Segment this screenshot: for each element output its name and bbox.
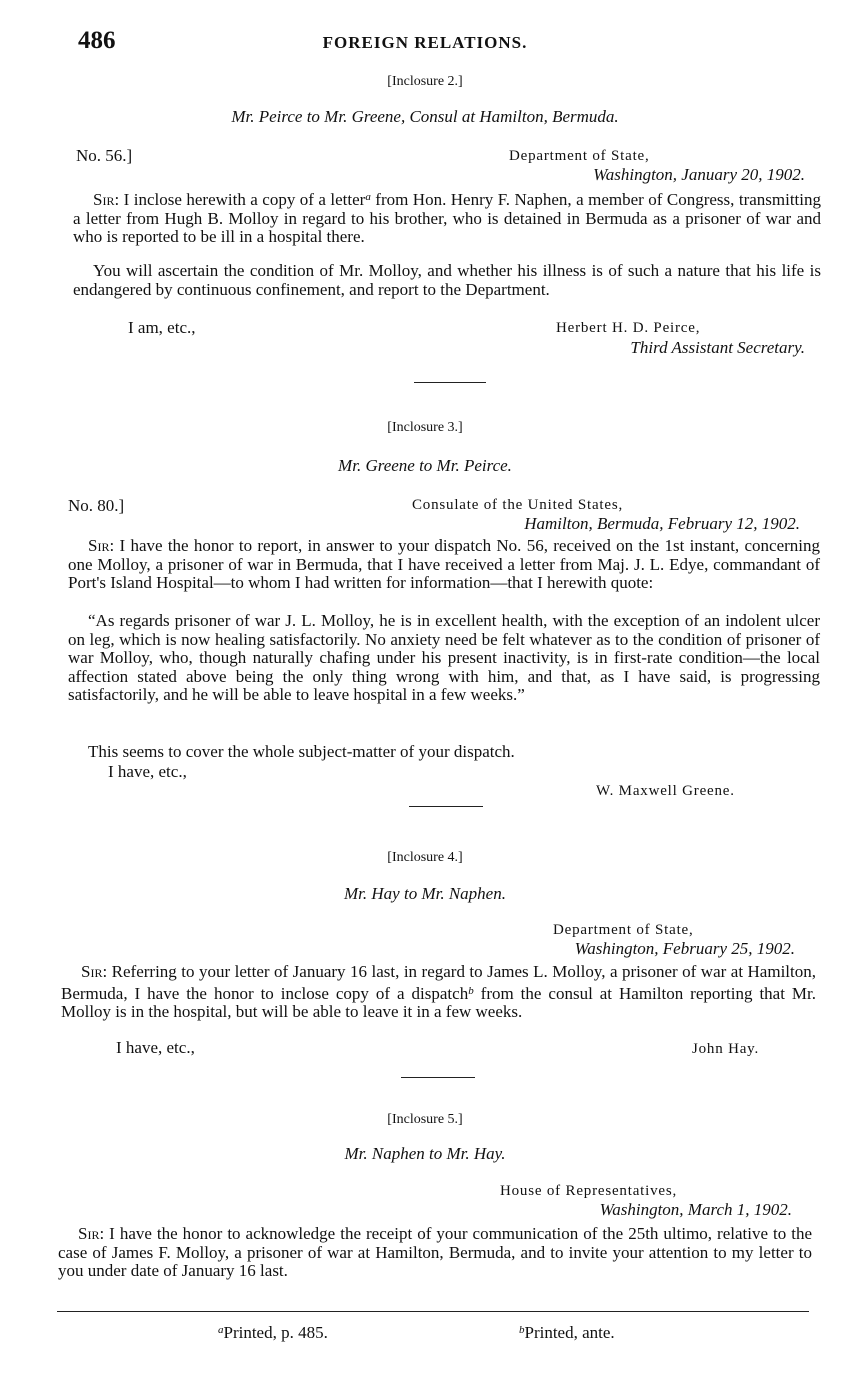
- enclosure-5-place: House of Representatives,: [500, 1183, 678, 1199]
- enclosure-4-closing: I have, etc.,: [116, 1038, 195, 1057]
- salutation: Sir:: [78, 1224, 105, 1243]
- enclosure-2-place: Department of State,: [509, 148, 650, 164]
- enclosure-3-label: [Inclosure 3.]: [387, 420, 463, 435]
- enclosure-2-paragraph-1: Sir: I inclose herewith a copy of a letter$^a$ from Hon. Henry F. Naphen, a member of Congress, transmitting a letter from Hugh B. Molloy in regard to his brother, who is detained in Bermuda as a prisoner of war and who is reported to be ill in a hospital there.: [73, 190, 822, 246]
- enclosure-4-title: Mr. Hay to Mr. Naphen.: [344, 884, 506, 903]
- enclosure-3-quotation: “As regards prisoner of war J. L. Molloy, he is in excellent health, with the exception of an indolent ulcer on leg, which is now healing satisfactorily. No anxiety need be felt whatever as to the condition of prisoner of war Molloy, who, though naturally chafing under his present inactivity, is in first-rate condition—the local affection stated above being the only thing wrong with him, and that, as I have said, is progressing satisfactorily, and he will be able to leave hospital in a few weeks.”: [68, 611, 820, 704]
- enclosure-4-label: [Inclosure 4.]: [387, 850, 463, 865]
- enclosure-3-title: Mr. Greene to Mr. Peirce.: [338, 456, 512, 475]
- enclosure-4-place: Department of State,: [553, 922, 694, 938]
- section-divider: [409, 806, 483, 807]
- page-number: 486: [78, 27, 116, 54]
- enclosure-2-title: Mr. Peirce to Mr. Greene, Consul at Hamilton, Bermuda.: [231, 107, 619, 126]
- footnote-b: $^b$Printed, ante.: [519, 1323, 615, 1342]
- enclosure-2-signature: Herbert H. D. Peirce,: [556, 320, 701, 336]
- enclosure-4-signature: John Hay.: [692, 1041, 760, 1057]
- footnote-a: $^a$Printed, p. 485.: [218, 1323, 328, 1342]
- enclosure-3-paragraph-3: This seems to cover the whole subject-matter of your dispatch.: [88, 742, 515, 761]
- footnote-ref-b: b: [468, 984, 474, 997]
- enclosure-3-paragraph-1: Sir: I have the honor to report, in answer to your dispatch No. 56, received on the 1st instant, concerning one Molloy, a prisoner of war in Bermuda, that I have received a letter from Maj. J. L. Edye, commandant of Port's Island Hospital—to whom I had written for information—that I herewith quote:: [68, 536, 820, 592]
- enclosure-2-date: Washington, January 20, 1902.: [593, 165, 805, 184]
- enclosure-2-signer-title: Third Assistant Secretary.: [630, 338, 805, 357]
- enclosure-3-number: No. 80.]: [68, 496, 125, 515]
- footnote-ref-a: a: [365, 191, 371, 203]
- enclosure-2-closing: I am, etc.,: [128, 318, 196, 337]
- enclosure-5-date: Washington, March 1, 1902.: [599, 1200, 792, 1219]
- enclosure-3-date: Hamilton, Bermuda, February 12, 1902.: [524, 514, 800, 533]
- salutation: Sir:: [81, 962, 108, 981]
- enclosure-5-title: Mr. Naphen to Mr. Hay.: [344, 1144, 506, 1163]
- enclosure-5-paragraph-1: Sir: I have the honor to acknowledge the receipt of your communication of the 25th ultimo, relative to the case of James F. Molloy, a prisoner of war at Hamilton, Bermuda, and to invite your attention to my letter to you under date of January 16 last.: [58, 1224, 812, 1280]
- footnote-rule: [57, 1311, 809, 1312]
- section-divider: [414, 382, 486, 383]
- enclosure-4-paragraph-1: Sir: Referring to your letter of January 16 last, in regard to James L. Molloy, a prisoner of war at Hamilton, Bermuda, I have the honor to inclose copy of a dispatch$^b$ from the consul at Hamilton reporting that Mr. Molloy is in the hospital, but will be able to leave it in a few weeks.: [61, 962, 817, 1021]
- enclosure-3-signature: W. Maxwell Greene.: [596, 783, 735, 799]
- section-divider: [401, 1077, 475, 1078]
- salutation: Sir:: [88, 536, 115, 555]
- enclosure-2-paragraph-2: You will ascertain the condition of Mr. Molloy, and whether his illness is of such a nature that his life is endangered by continuous confinement, and report to the Department.: [73, 261, 821, 299]
- enclosure-4-date: Washington, February 25, 1902.: [574, 939, 795, 958]
- enclosure-2-number: No. 56.]: [76, 146, 133, 165]
- enclosure-5-label: [Inclosure 5.]: [387, 1112, 463, 1127]
- salutation: Sir:: [93, 190, 120, 209]
- enclosure-3-place: Consulate of the United States,: [412, 497, 624, 513]
- enclosure-3-closing: I have, etc.,: [108, 762, 187, 781]
- enclosure-2-label: [Inclosure 2.]: [387, 74, 463, 89]
- running-head: FOREIGN RELATIONS.: [322, 33, 528, 52]
